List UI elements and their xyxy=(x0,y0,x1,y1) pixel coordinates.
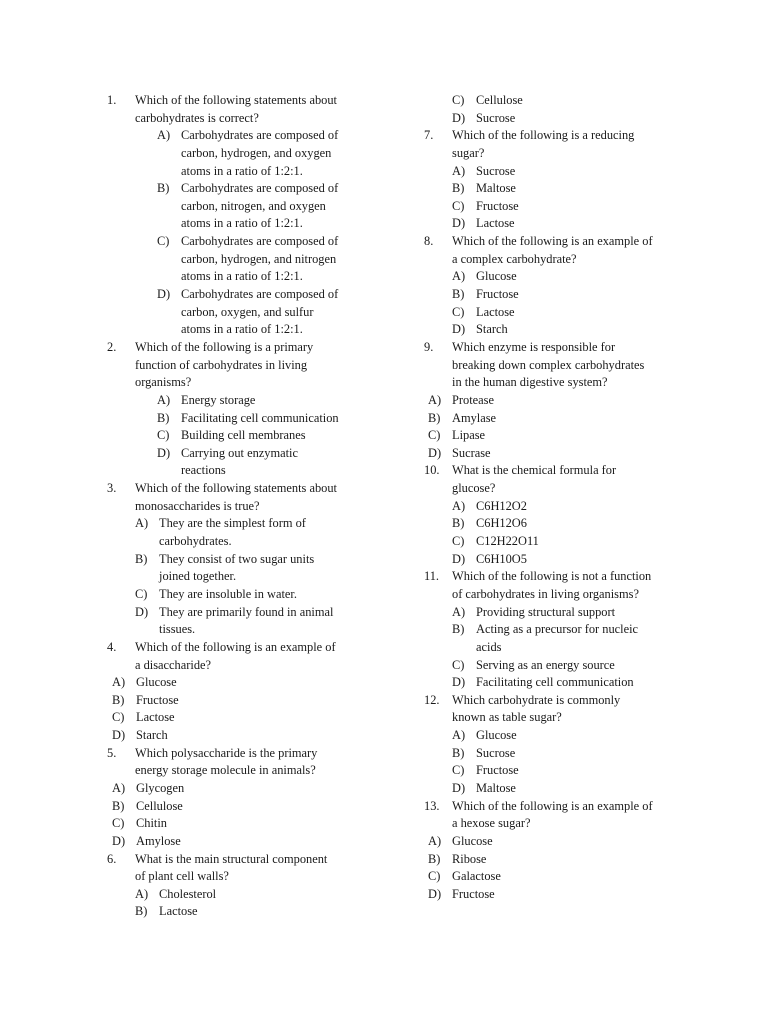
option-text: Energy storage xyxy=(181,392,256,407)
option-letter: B) xyxy=(428,410,441,425)
option-letter: B) xyxy=(452,181,465,196)
option-line xyxy=(424,762,694,780)
option-text: Lipase xyxy=(452,428,486,443)
option-letter: A) xyxy=(428,833,442,848)
option-line xyxy=(424,621,694,639)
option-text: Acting as a precursor for nucleic xyxy=(476,622,639,637)
question-number: 6. xyxy=(107,851,117,866)
option-line xyxy=(424,110,694,128)
option-line xyxy=(424,657,694,675)
option-text: Ribose xyxy=(452,851,487,866)
question-number: 1. xyxy=(107,93,117,107)
option-text: Cholesterol xyxy=(159,886,217,901)
option-letter: A) xyxy=(452,163,466,178)
option-letter: B) xyxy=(135,551,148,566)
question-number: 5. xyxy=(107,745,117,760)
question-line xyxy=(424,127,694,145)
option-line xyxy=(107,903,382,921)
question-number: 8. xyxy=(424,234,434,249)
text-line xyxy=(107,762,382,780)
question-line xyxy=(107,745,382,763)
option-line xyxy=(424,198,694,216)
option-line xyxy=(107,586,382,604)
question-text: joined together. xyxy=(159,569,237,584)
option-letter: D) xyxy=(452,322,466,337)
option-text: Cellulose xyxy=(136,798,183,813)
option-line xyxy=(107,410,382,428)
option-text: Starch xyxy=(136,728,168,743)
question-text: acids xyxy=(476,639,502,654)
option-letter: C) xyxy=(452,763,465,778)
question-text: What is the chemical formula for xyxy=(452,463,617,478)
option-letter: D) xyxy=(452,551,466,566)
option-letter: C) xyxy=(157,234,170,249)
text-line xyxy=(107,198,382,216)
question-text: atoms in a ratio of 1:2:1. xyxy=(181,322,303,337)
option-letter: A) xyxy=(452,604,466,619)
option-line xyxy=(107,833,382,851)
option-text: Facilitating cell communication xyxy=(476,675,634,690)
text-line xyxy=(424,815,694,833)
option-letter: B) xyxy=(428,851,441,866)
question-line xyxy=(424,339,694,357)
option-letter: A) xyxy=(452,728,466,743)
option-text: Amylose xyxy=(136,833,181,848)
option-line xyxy=(107,551,382,569)
question-text: breaking down complex carbohydrates xyxy=(452,357,645,372)
option-line xyxy=(107,515,382,533)
question-text: What is the main structural component xyxy=(135,851,328,866)
option-text: Lactose xyxy=(136,710,175,725)
option-letter: B) xyxy=(112,798,125,813)
option-text: Facilitating cell communication xyxy=(181,410,339,425)
question-number: 7. xyxy=(424,128,434,143)
option-text: Glucose xyxy=(452,833,493,848)
option-line xyxy=(424,833,694,851)
text-line xyxy=(107,110,382,128)
question-text: a hexose sugar? xyxy=(452,816,531,831)
option-line xyxy=(424,674,694,692)
option-letter: B) xyxy=(452,287,465,302)
question-line xyxy=(424,462,694,480)
question-number: 4. xyxy=(107,639,117,654)
option-line xyxy=(424,515,694,533)
text-line xyxy=(424,480,694,498)
option-text: Building cell membranes xyxy=(181,428,306,443)
option-line xyxy=(107,445,382,463)
option-letter: D) xyxy=(428,886,442,901)
option-line xyxy=(107,709,382,727)
option-line xyxy=(424,886,694,904)
question-text: glucose? xyxy=(452,481,496,496)
text-line xyxy=(107,462,382,480)
question-text: of carbohydrates in living organisms? xyxy=(452,586,639,601)
option-letter: A) xyxy=(452,269,466,284)
option-line xyxy=(424,445,694,463)
question-number: 3. xyxy=(107,481,117,496)
option-letter: D) xyxy=(112,728,126,743)
question-line xyxy=(107,92,382,110)
question-text: carbohydrates. xyxy=(159,534,232,549)
option-letter: A) xyxy=(428,392,442,407)
option-text: Cellulose xyxy=(476,93,523,107)
option-text: Chitin xyxy=(136,816,167,831)
text-line xyxy=(424,357,694,375)
text-line xyxy=(107,357,382,375)
option-letter: D) xyxy=(452,780,466,795)
option-line xyxy=(107,886,382,904)
option-line xyxy=(424,745,694,763)
option-text: Serving as an energy source xyxy=(476,657,615,672)
question-text: in the human digestive system? xyxy=(452,375,608,390)
left-column xyxy=(107,92,382,921)
option-letter: D) xyxy=(157,445,171,460)
option-letter: A) xyxy=(135,886,149,901)
option-line xyxy=(107,780,382,798)
question-text: a complex carbohydrate? xyxy=(452,251,577,266)
option-text: C6H12O2 xyxy=(476,498,527,513)
text-line xyxy=(424,374,694,392)
question-line xyxy=(424,692,694,710)
text-line xyxy=(107,163,382,181)
option-line xyxy=(107,233,382,251)
question-line xyxy=(424,233,694,251)
question-line xyxy=(424,568,694,586)
option-text: Glucose xyxy=(476,728,517,743)
question-text: carbon, oxygen, and sulfur xyxy=(181,304,314,319)
option-text: Glucose xyxy=(136,675,177,690)
option-letter: C) xyxy=(428,869,441,884)
question-text: monosaccharides is true? xyxy=(135,498,260,513)
option-text: Amylase xyxy=(452,410,497,425)
text-line xyxy=(424,639,694,657)
option-text: Maltose xyxy=(476,780,516,795)
option-letter: C) xyxy=(157,428,170,443)
option-line xyxy=(424,868,694,886)
option-letter: D) xyxy=(157,287,171,302)
option-letter: B) xyxy=(452,745,465,760)
option-text: Sucrose xyxy=(476,745,516,760)
option-line xyxy=(424,92,694,110)
question-text: Which of the following statements about xyxy=(135,93,337,107)
option-line xyxy=(424,180,694,198)
option-letter: D) xyxy=(452,675,466,690)
option-letter: A) xyxy=(157,128,171,143)
option-line xyxy=(424,321,694,339)
option-line xyxy=(424,604,694,622)
option-letter: B) xyxy=(452,516,465,531)
option-letter: A) xyxy=(157,392,171,407)
option-text: Fructose xyxy=(476,763,519,778)
option-text: Lactose xyxy=(476,304,515,319)
option-letter: A) xyxy=(452,498,466,513)
option-line xyxy=(424,498,694,516)
option-text: Fructose xyxy=(452,886,495,901)
option-text: Glycogen xyxy=(136,780,185,795)
option-line xyxy=(424,304,694,322)
question-text: tissues. xyxy=(159,622,196,637)
option-text: Protease xyxy=(452,392,494,407)
option-letter: C) xyxy=(428,428,441,443)
option-letter: B) xyxy=(157,181,170,196)
option-line xyxy=(424,410,694,428)
question-text: Which carbohydrate is commonly xyxy=(452,692,621,707)
option-line xyxy=(424,268,694,286)
text-line xyxy=(107,321,382,339)
text-line xyxy=(424,586,694,604)
option-line xyxy=(107,127,382,145)
option-text: Lactose xyxy=(159,904,198,919)
option-letter: B) xyxy=(112,692,125,707)
option-letter: C) xyxy=(452,198,465,213)
text-line xyxy=(424,709,694,727)
text-line xyxy=(107,145,382,163)
question-number: 10. xyxy=(424,463,440,478)
text-line xyxy=(107,251,382,269)
question-number: 2. xyxy=(107,339,117,354)
question-text: Which of the following is an example of xyxy=(452,798,653,813)
option-letter: A) xyxy=(135,516,149,531)
question-text: Which of the following statements about xyxy=(135,481,337,496)
option-letter: C) xyxy=(112,816,125,831)
question-text: Which enzyme is responsible for xyxy=(452,339,616,354)
option-line xyxy=(424,851,694,869)
question-text: carbon, hydrogen, and oxygen xyxy=(181,145,332,160)
option-text: Carbohydrates are composed of xyxy=(181,234,339,249)
question-text: function of carbohydrates in living xyxy=(135,357,308,372)
question-text: organisms? xyxy=(135,375,192,390)
option-line xyxy=(107,815,382,833)
option-line xyxy=(424,533,694,551)
option-text: C6H10O5 xyxy=(476,551,527,566)
question-text: Which of the following is a reducing xyxy=(452,128,635,143)
text-line xyxy=(107,268,382,286)
option-line xyxy=(107,692,382,710)
option-line xyxy=(424,727,694,745)
text-line xyxy=(107,868,382,886)
option-letter: C) xyxy=(452,93,465,107)
option-letter: C) xyxy=(135,586,148,601)
text-line xyxy=(107,374,382,392)
question-text: atoms in a ratio of 1:2:1. xyxy=(181,163,303,178)
option-text: Galactose xyxy=(452,869,501,884)
right-column xyxy=(424,92,694,903)
option-line xyxy=(424,286,694,304)
option-text: Carrying out enzymatic xyxy=(181,445,298,460)
option-text: Carbohydrates are composed of xyxy=(181,287,339,302)
option-text: They are insoluble in water. xyxy=(159,586,297,601)
option-letter: C) xyxy=(452,657,465,672)
text-line xyxy=(107,533,382,551)
option-text: Fructose xyxy=(136,692,179,707)
option-line xyxy=(424,427,694,445)
question-line xyxy=(107,851,382,869)
option-letter: D) xyxy=(428,445,442,460)
question-line xyxy=(107,339,382,357)
option-text: Carbohydrates are composed of xyxy=(181,181,339,196)
question-text: carbon, hydrogen, and nitrogen xyxy=(181,251,337,266)
option-line xyxy=(107,604,382,622)
option-letter: C) xyxy=(112,710,125,725)
option-letter: B) xyxy=(452,622,465,637)
option-line xyxy=(107,286,382,304)
question-text: energy storage molecule in animals? xyxy=(135,763,316,778)
question-text: carbohydrates is correct? xyxy=(135,110,259,125)
option-letter: B) xyxy=(135,904,148,919)
question-text: Which of the following is an example of xyxy=(135,639,336,654)
option-line xyxy=(107,674,382,692)
option-line xyxy=(107,427,382,445)
option-text: Sucrose xyxy=(476,163,516,178)
question-text: of plant cell walls? xyxy=(135,869,229,884)
option-letter: A) xyxy=(112,675,126,690)
option-text: They consist of two sugar units xyxy=(159,551,315,566)
option-letter: A) xyxy=(112,780,126,795)
option-line xyxy=(107,798,382,816)
option-text: C6H12O6 xyxy=(476,516,527,531)
text-line xyxy=(424,251,694,269)
option-text: Lactose xyxy=(476,216,515,231)
question-number: 9. xyxy=(424,339,434,354)
question-text: carbon, nitrogen, and oxygen xyxy=(181,198,326,213)
text-line xyxy=(107,568,382,586)
question-line xyxy=(424,798,694,816)
option-text: Maltose xyxy=(476,181,516,196)
question-line xyxy=(107,480,382,498)
option-line xyxy=(107,392,382,410)
option-text: C12H22O11 xyxy=(476,534,539,549)
question-text: Which polysaccharide is the primary xyxy=(135,745,318,760)
option-text: Sucrase xyxy=(452,445,491,460)
question-text: atoms in a ratio of 1:2:1. xyxy=(181,269,303,284)
option-line xyxy=(424,215,694,233)
option-letter: C) xyxy=(452,304,465,319)
option-letter: D) xyxy=(112,833,126,848)
option-letter: D) xyxy=(452,216,466,231)
option-line xyxy=(424,551,694,569)
question-number: 13. xyxy=(424,798,440,813)
option-line xyxy=(424,780,694,798)
question-text: atoms in a ratio of 1:2:1. xyxy=(181,216,303,231)
option-text: Fructose xyxy=(476,287,519,302)
option-text: Carbohydrates are composed of xyxy=(181,128,339,143)
text-line xyxy=(107,498,382,516)
option-line xyxy=(107,180,382,198)
question-text: Which of the following is not a function xyxy=(452,569,652,584)
option-text: They are the simplest form of xyxy=(159,516,306,531)
text-line xyxy=(107,304,382,322)
option-letter: C) xyxy=(452,534,465,549)
question-text: Which of the following is a primary xyxy=(135,339,314,354)
option-letter: B) xyxy=(157,410,170,425)
text-line xyxy=(107,621,382,639)
option-text: Glucose xyxy=(476,269,517,284)
option-line xyxy=(424,392,694,410)
option-text: Sucrose xyxy=(476,110,516,125)
question-number: 12. xyxy=(424,692,440,707)
option-text: Providing structural support xyxy=(476,604,616,619)
question-text: Which of the following is an example of xyxy=(452,234,653,249)
question-text: sugar? xyxy=(452,145,485,160)
question-text: reactions xyxy=(181,463,226,478)
option-letter: D) xyxy=(135,604,149,619)
question-text: a disaccharide? xyxy=(135,657,212,672)
option-line xyxy=(424,163,694,181)
text-line xyxy=(107,215,382,233)
text-line xyxy=(107,657,382,675)
option-letter: D) xyxy=(452,110,466,125)
option-line xyxy=(107,727,382,745)
option-text: They are primarily found in animal xyxy=(159,604,334,619)
option-text: Starch xyxy=(476,322,508,337)
option-text: Fructose xyxy=(476,198,519,213)
question-text: known as table sugar? xyxy=(452,710,562,725)
question-line xyxy=(107,639,382,657)
text-line xyxy=(424,145,694,163)
question-number: 11. xyxy=(424,569,440,584)
